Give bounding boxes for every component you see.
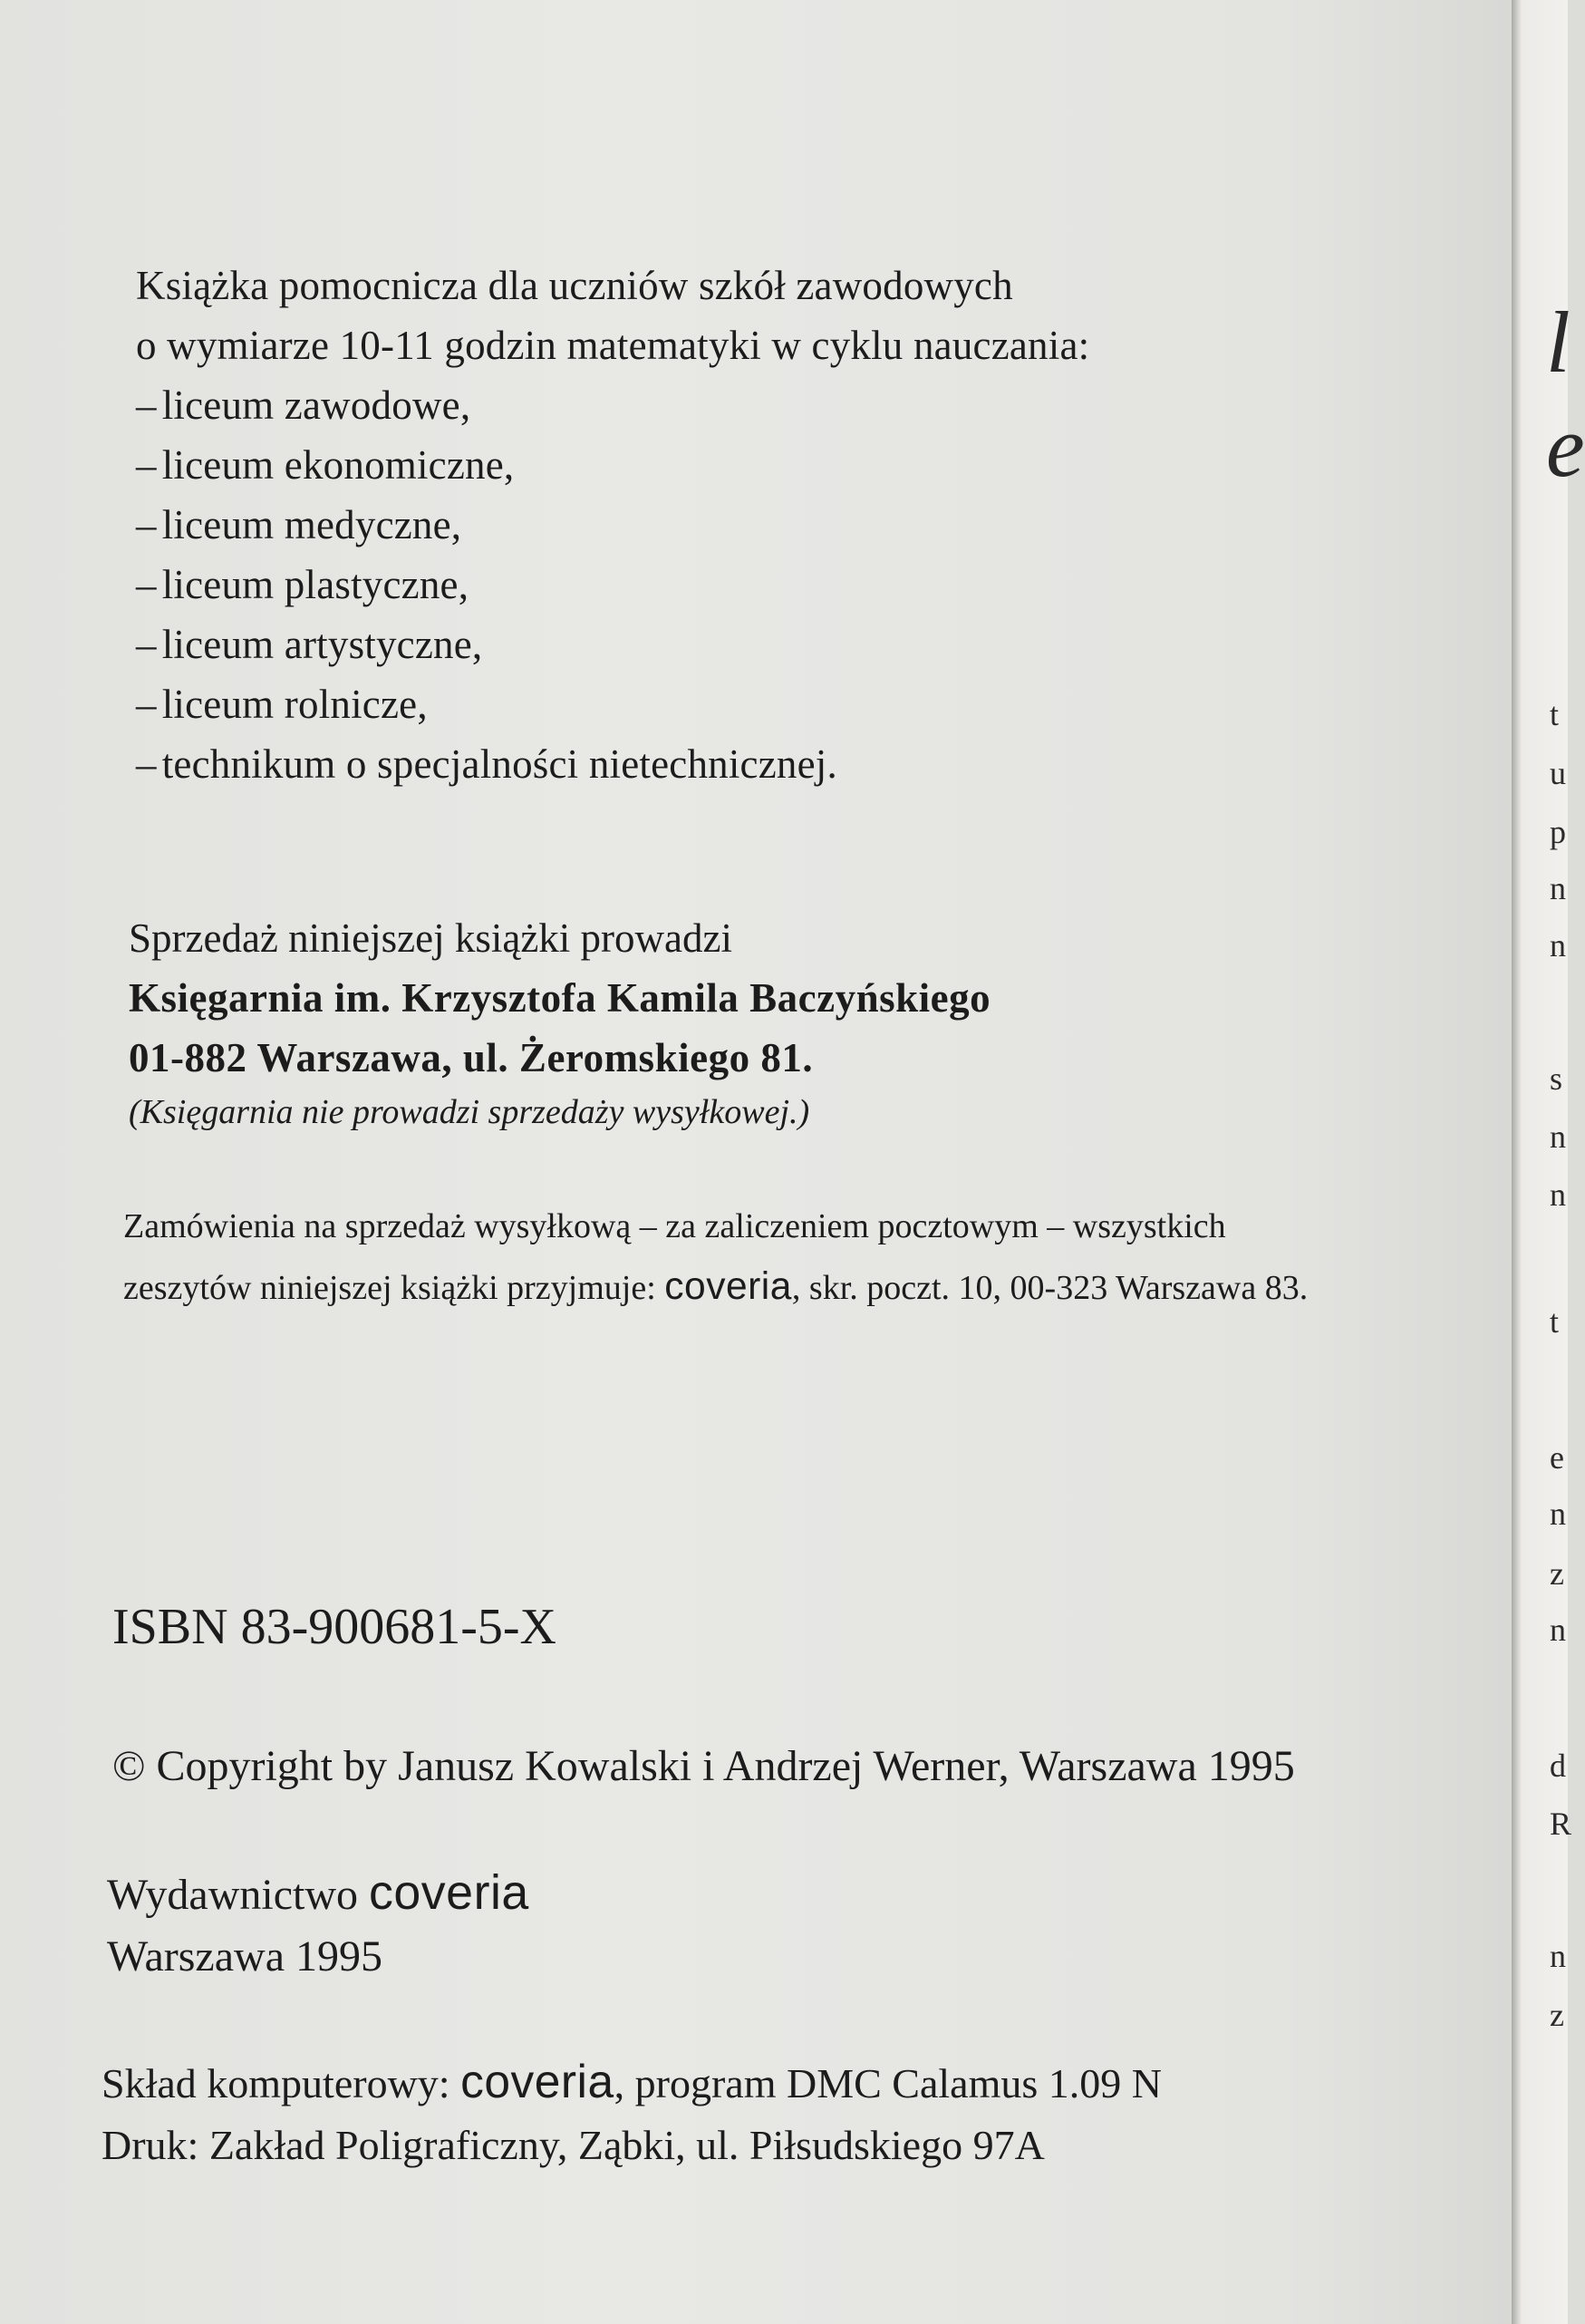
facing-page-fragment: t — [1550, 1303, 1560, 1340]
no-mail-order-note: (Księgarnia nie prowadzi sprzedaży wysyłkowej.) — [129, 1093, 810, 1131]
facing-page-fragment: l — [1546, 294, 1571, 391]
typesetting-block — [101, 2050, 1162, 2176]
mail-orders-block — [123, 1196, 1483, 1318]
bookshop-address: 01-882 Warszawa, ul. Żeromskiego 81. — [129, 1035, 814, 1080]
facing-page-fragment: p — [1550, 814, 1566, 850]
coveria-logo-text: coveria — [369, 1865, 529, 1920]
facing-page-edge — [1512, 0, 1585, 2324]
facing-page-fragment: z — [1550, 1555, 1564, 1592]
isbn: ISBN 83-900681-5-X — [112, 1599, 556, 1655]
publisher-line: Wydawnictwo coveria — [107, 1865, 529, 1920]
facing-page-fragment: n — [1550, 1118, 1566, 1155]
publisher-place-year: Warszawa 1995 — [107, 1932, 383, 1980]
facing-page-fragment: n — [1550, 1496, 1566, 1532]
school-list-item: – liceum medyczne, — [136, 502, 462, 547]
copyright-notice: © Copyright by Janusz Kowalski i Andrzej Werner, Warszawa 1995 — [112, 1742, 1295, 1790]
facing-page-fragment: n — [1550, 1938, 1566, 1974]
publisher-block — [107, 1862, 529, 1988]
facing-page-fragment: R — [1550, 1806, 1572, 1842]
school-list-item: – liceum rolnicze, — [136, 682, 428, 727]
school-list-item: – technikum o specjalności nietechnicznej. — [136, 741, 837, 787]
coveria-logo-text: coveria — [664, 1264, 792, 1308]
school-list-item: – liceum artystyczne, — [136, 622, 483, 667]
typesetting-line: Skład komputerowy: coveria, program DMC Calamus 1.09 N — [101, 2055, 1162, 2107]
facing-page-fragment: d — [1550, 1748, 1566, 1784]
orders-line-2: zeszytów niniejszej książki przyjmuje: coveria, skr. poczt. 10, 00-323 Warszawa 83. — [123, 1264, 1309, 1308]
printing-line: Druk: Zakład Poligraficzny, Ząbki, ul. Piłsudskiego 97A — [101, 2122, 1045, 2168]
intro-block — [136, 256, 1089, 794]
facing-page-fragment: n — [1550, 870, 1566, 906]
facing-page-fragment: u — [1550, 755, 1566, 791]
facing-page-fragment: n — [1550, 927, 1566, 963]
sales-info-block — [129, 908, 991, 1137]
facing-page-fragment: e — [1546, 398, 1585, 495]
sales-line-1: Sprzedaż niniejszej książki prowadzi — [129, 915, 732, 961]
facing-page-fragment: n — [1550, 1177, 1566, 1213]
facing-page-fragment: s — [1550, 1060, 1563, 1097]
facing-page-fragment: n — [1550, 1612, 1566, 1648]
facing-page-fragment: e — [1550, 1439, 1564, 1476]
facing-page-fragment: z — [1550, 1997, 1564, 2033]
intro-line-1: Książka pomocnicza dla uczniów szkół zawodowych — [136, 263, 1013, 308]
orders-line-1: Zamówienia na sprzedaż wysyłkową – za zaliczeniem pocztowym – wszystkich — [123, 1207, 1226, 1245]
bookshop-name: Księgarnia im. Krzysztofa Kamila Baczyńskiego — [129, 975, 991, 1021]
school-list-item: – liceum plastyczne, — [136, 562, 469, 607]
intro-line-2: o wymiarze 10-11 godzin matematyki w cyklu nauczania: — [136, 323, 1090, 368]
school-list-item: – liceum ekonomiczne, — [136, 442, 515, 488]
school-list-item: – liceum zawodowe, — [136, 382, 471, 428]
facing-page-fragment: t — [1550, 696, 1560, 732]
coveria-logo-text: coveria — [460, 2055, 614, 2107]
